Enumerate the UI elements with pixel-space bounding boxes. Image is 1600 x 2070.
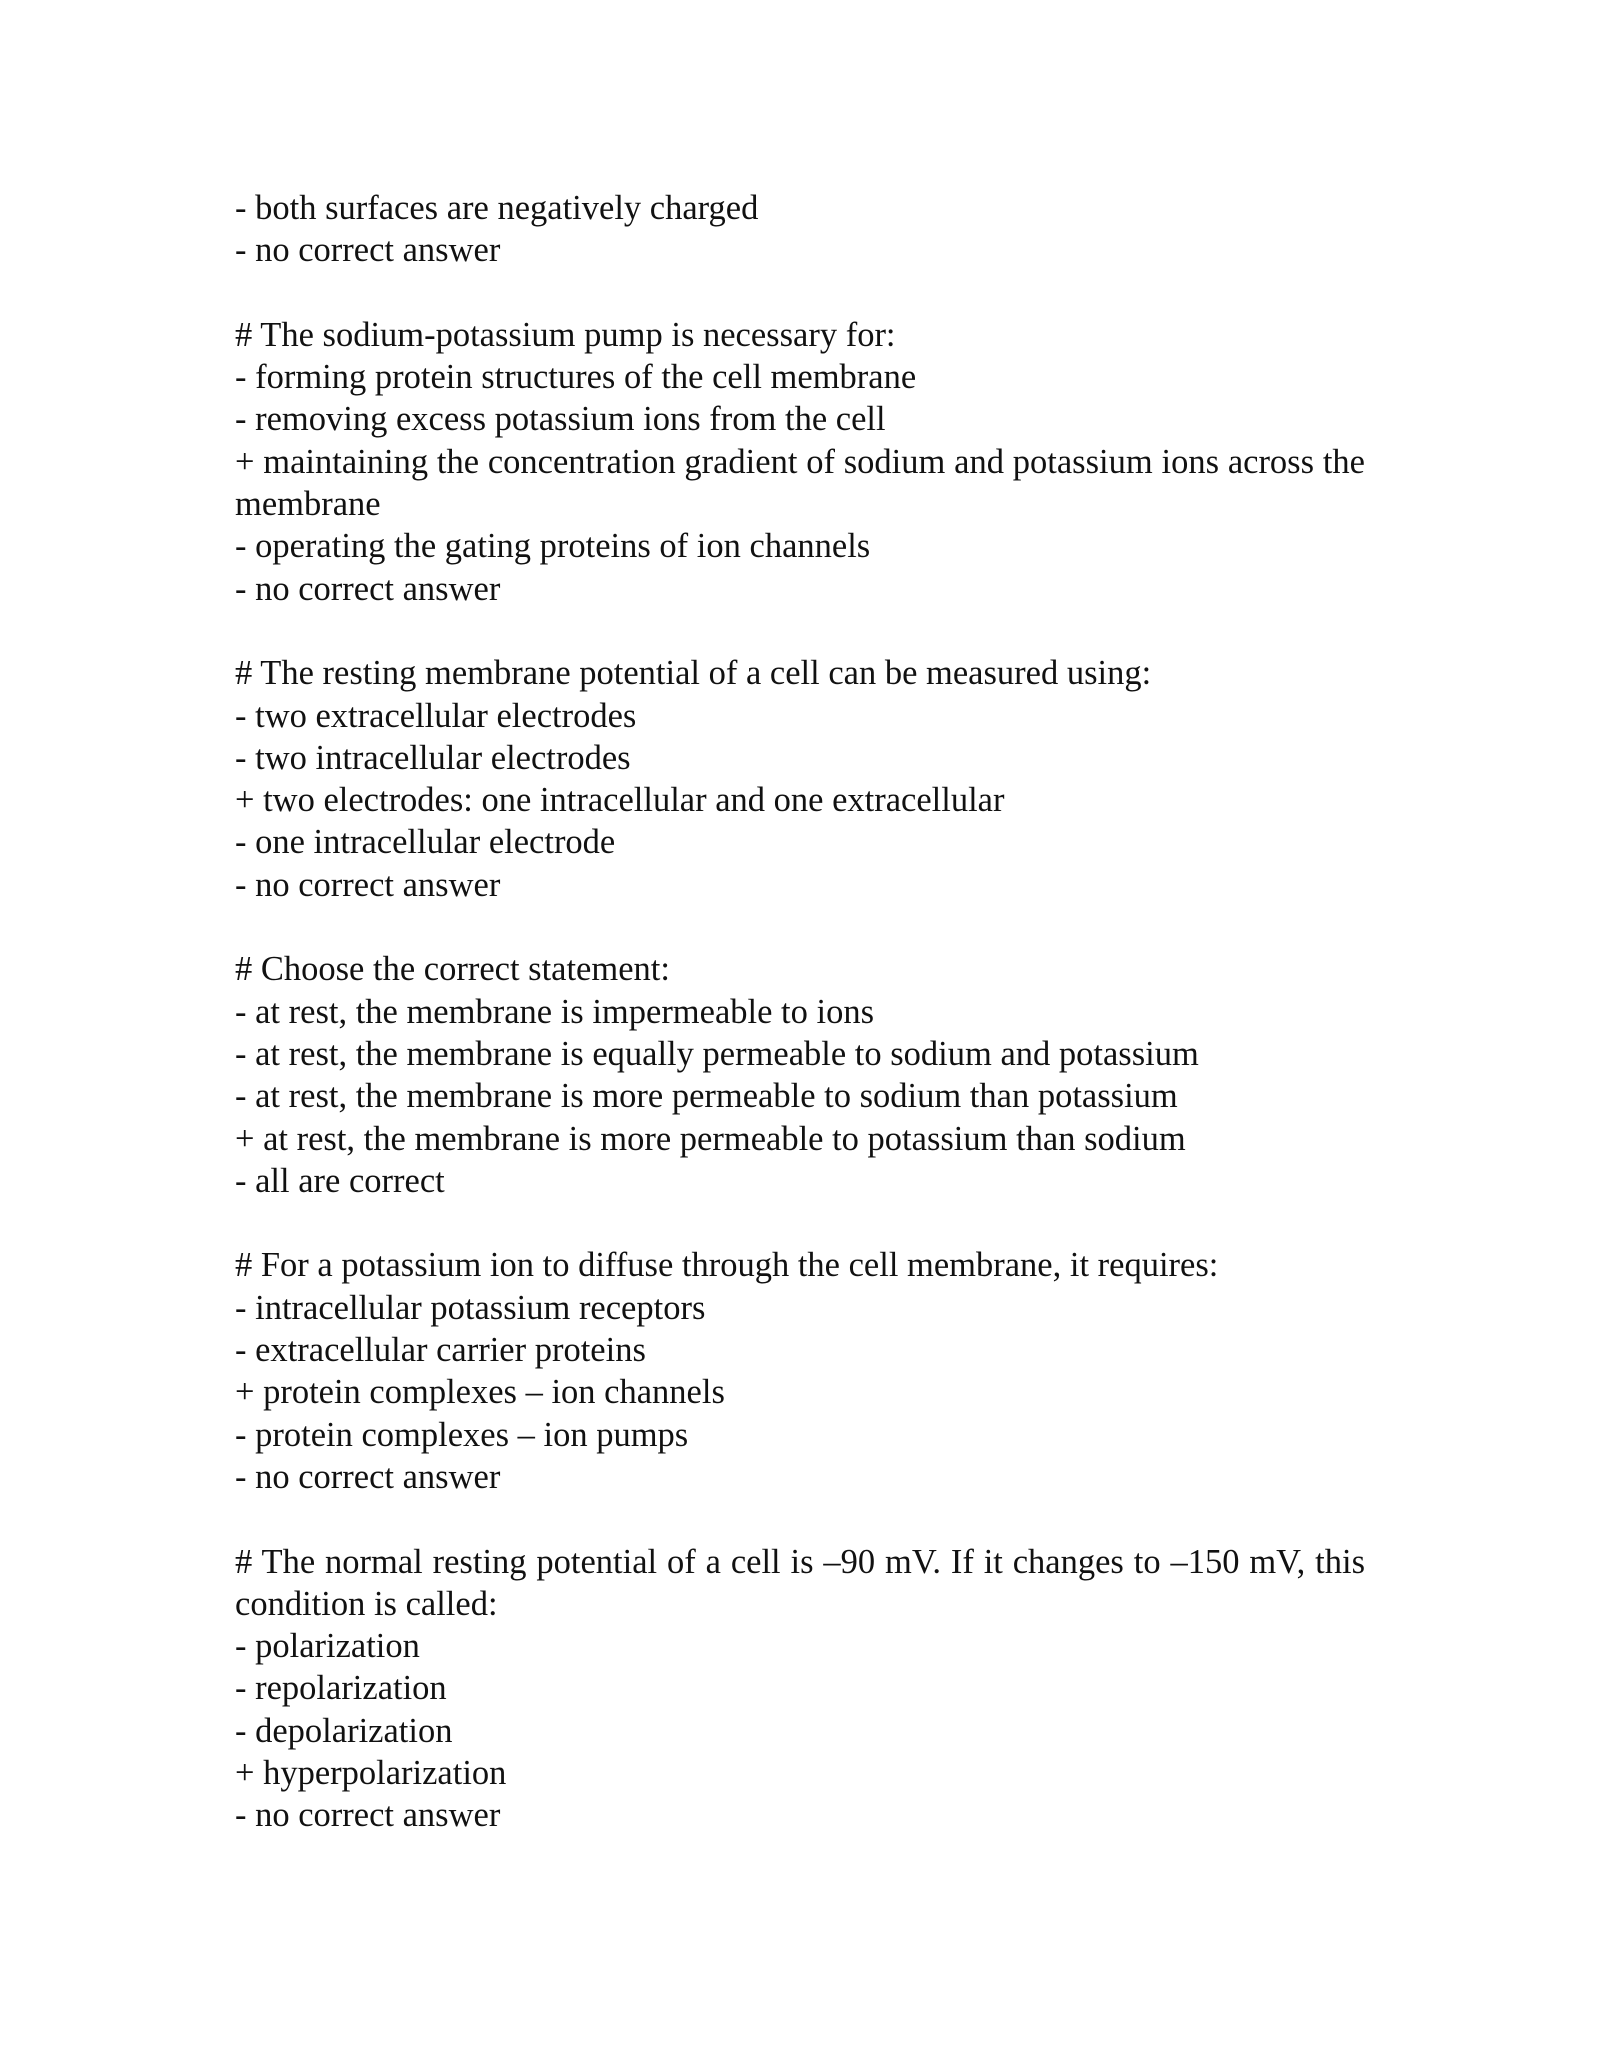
answer-option: - no correct answer — [235, 569, 501, 608]
document-text — [235, 187, 1365, 1837]
answer-option: - intracellular potassium receptors — [235, 1288, 706, 1327]
answer-option: - both surfaces are negatively charged — [235, 189, 759, 227]
blank-line — [235, 610, 1365, 652]
blank-line — [235, 906, 1365, 948]
correct-answer-option: + at rest, the membrane is more permeable to potassium than sodium — [235, 1119, 1186, 1158]
answer-option: - at rest, the membrane is more permeable to sodium than potassium — [235, 1077, 1178, 1116]
answer-option: - at rest, the membrane is impermeable to ions — [235, 992, 875, 1031]
answer-option: - all are correct — [235, 1161, 445, 1200]
correct-answer-option: + two electrodes: one intracellular and one extracellular — [235, 781, 1005, 820]
correct-answer-option: + protein complexes – ion channels — [235, 1373, 725, 1412]
blank-line — [235, 1498, 1365, 1540]
question-text: # For a potassium ion to diffuse through the cell membrane, it requires: — [235, 1246, 1219, 1285]
answer-option: - protein complexes – ion pumps — [235, 1415, 689, 1454]
answer-option: - at rest, the membrane is equally permeable to sodium and potassium — [235, 1034, 1199, 1073]
answer-option: - forming protein structures of the cell membrane — [235, 358, 917, 397]
blank-line — [235, 1202, 1365, 1244]
answer-option: - no correct answer — [235, 1796, 501, 1835]
blank-line — [235, 272, 1365, 314]
answer-option: - no correct answer — [235, 231, 501, 270]
correct-answer-option: + hyperpolarization — [235, 1753, 507, 1792]
answer-option: - two extracellular electrodes — [235, 696, 637, 735]
question-text: # The normal resting potential of a cell is –90 mV. If it changes to –150 mV, this condition is called: — [235, 1542, 1365, 1623]
answer-option: - two intracellular electrodes — [235, 738, 631, 777]
answer-option: - one intracellular electrode — [235, 823, 616, 862]
answer-option: - no correct answer — [235, 1457, 501, 1496]
answer-option: - no correct answer — [235, 865, 501, 904]
answer-option: - extracellular carrier proteins — [235, 1331, 646, 1370]
answer-option: - removing excess potassium ions from the cell — [235, 400, 886, 439]
answer-option: - depolarization — [235, 1711, 453, 1750]
answer-option: - polarization — [235, 1627, 420, 1666]
question-text: # Choose the correct statement: — [235, 950, 670, 989]
question-text: # The sodium-potassium pump is necessary for: — [235, 315, 896, 354]
answer-option: - repolarization — [235, 1669, 447, 1708]
answer-option: - operating the gating proteins of ion channels — [235, 527, 871, 566]
question-text: # The resting membrane potential of a cell can be measured using: — [235, 654, 1152, 693]
correct-answer-option: + maintaining the concentration gradient of sodium and potassium ions across the membrane — [235, 442, 1365, 524]
